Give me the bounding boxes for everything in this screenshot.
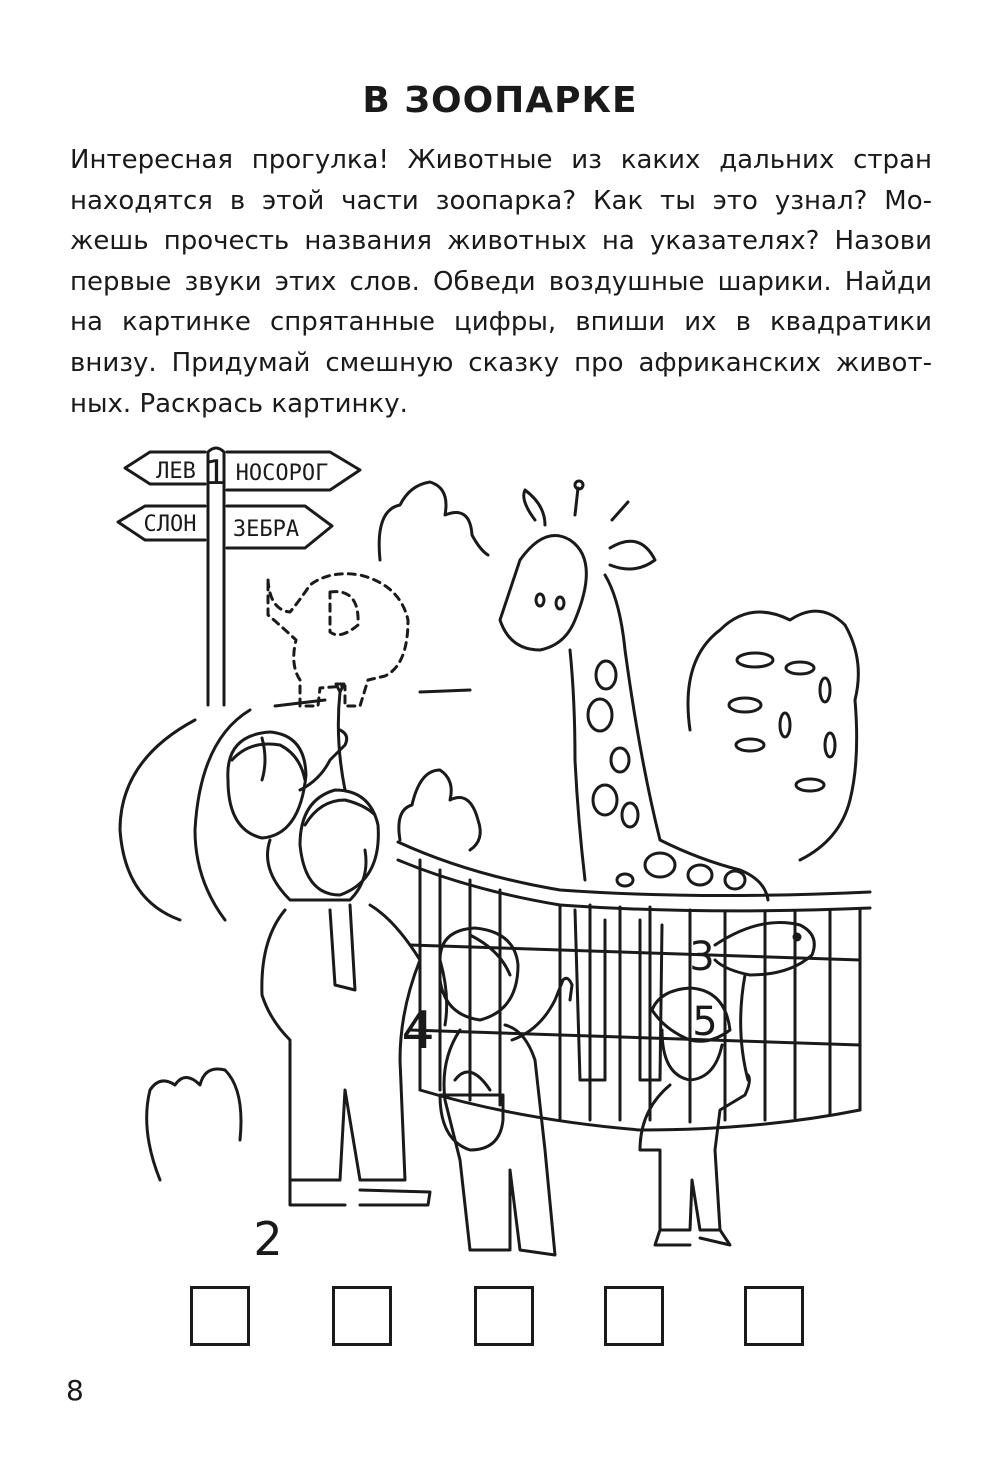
- giraffe: [500, 481, 768, 900]
- giraffe-horn: [612, 502, 628, 520]
- hidden-digit-balloon: 3: [689, 934, 715, 980]
- giraffe-eye: [536, 594, 544, 606]
- father-hair: [305, 800, 375, 825]
- hidden-digit-fence: 4: [401, 1001, 435, 1061]
- bush-right-leaves: [729, 653, 835, 791]
- instruction-line: Интересная прогулка! Животные из каких дальних стран: [70, 145, 932, 175]
- woman-head: [440, 928, 518, 1020]
- answer-box-3[interactable]: [474, 1286, 534, 1346]
- instruction-line: находятся в этой части зоопарка? Как ты это узнал? Мо-: [70, 185, 932, 216]
- giraffe-spots: [588, 661, 745, 889]
- bush-top: [379, 482, 488, 560]
- fence-rail: [410, 945, 860, 1045]
- child-hair: [232, 738, 305, 780]
- hidden-digit-cap: 5: [692, 999, 718, 1045]
- answer-boxes: [190, 1286, 820, 1350]
- instruction-line: ных. Раскрась картинку.: [70, 388, 408, 419]
- hidden-digit-bush: 2: [253, 1212, 283, 1266]
- sign-elephant-label: СЛОН: [143, 512, 197, 537]
- answer-box-1[interactable]: [190, 1286, 250, 1346]
- boy-feet: [655, 1230, 730, 1245]
- page-number: 8: [66, 1374, 84, 1407]
- bush-bottom-left: [147, 1069, 241, 1180]
- answer-box-5[interactable]: [744, 1286, 804, 1346]
- sign-zebra-label: ЗЕБРА: [232, 517, 300, 542]
- giraffe-ear: [610, 541, 655, 569]
- woman-arm: [512, 978, 572, 1040]
- sign-rhino-label: НОСОРОГ: [235, 461, 329, 486]
- instruction-line: первые звуки этих слов. Обведи воздушные шарики. Найди: [70, 266, 932, 297]
- zoo-illustration: [90, 430, 910, 1270]
- boy: [640, 988, 749, 1245]
- answer-box-4[interactable]: [604, 1286, 664, 1346]
- fish-balloon-eye: [794, 934, 800, 940]
- instruction-line: жешь прочесть названия животных на указателях? Назови: [70, 226, 932, 257]
- bush-center: [399, 770, 480, 850]
- giraffe-head: [500, 536, 586, 651]
- child-leg: [330, 905, 355, 990]
- instruction-line: внизу. Придумай смешную сказку про африканских живот-: [70, 347, 932, 378]
- giraffe-ear: [524, 490, 545, 525]
- instruction-paragraph: [70, 140, 932, 424]
- sign-lion-label: ЛЕВ: [156, 459, 196, 484]
- father-feet: [290, 1180, 430, 1205]
- woman: [440, 928, 572, 1255]
- elephant-trace-ear: [330, 592, 358, 635]
- father-head: [300, 790, 378, 895]
- answer-box-2[interactable]: [332, 1286, 392, 1346]
- hidden-digit-post: 1: [205, 453, 227, 493]
- page-title: В ЗООПАРКЕ: [362, 80, 638, 121]
- path-line: [420, 690, 470, 692]
- giraffe-eye: [556, 597, 564, 609]
- giraffe-horn: [575, 481, 583, 515]
- child-head: [228, 732, 306, 838]
- giraffe-neck: [570, 575, 768, 900]
- instruction-line: на картинке спрятанные цифры, впиши их в квадратики: [70, 307, 932, 338]
- fish-balloon-string: [741, 975, 748, 1080]
- fence: [398, 842, 870, 1130]
- father-and-child: [228, 730, 430, 1205]
- father-body: [262, 905, 420, 1180]
- path-arc-outer: [120, 720, 195, 920]
- boy-body: [640, 1075, 749, 1230]
